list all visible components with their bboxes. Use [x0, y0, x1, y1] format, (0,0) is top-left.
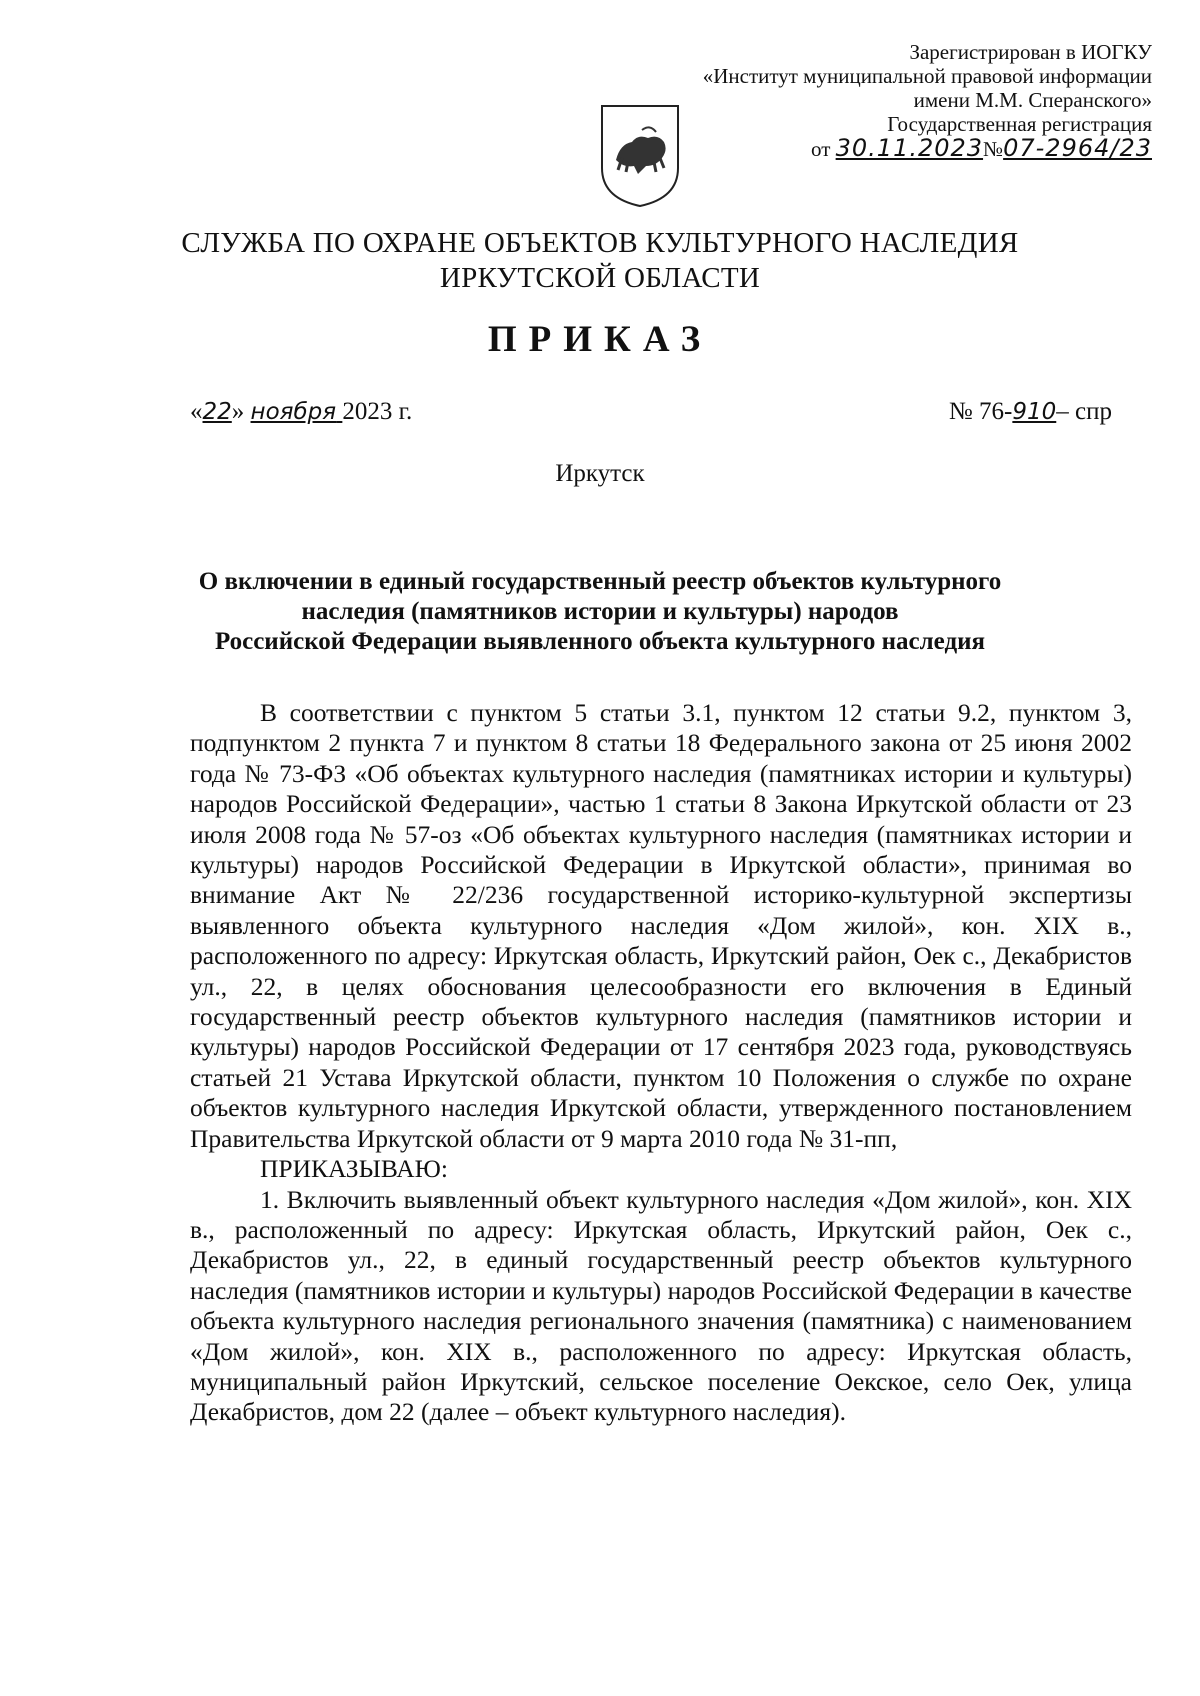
registration-date-prefix: от: [810, 137, 831, 161]
heading-line-2: наследия (памятников истории и культуры) народов: [301, 598, 899, 625]
document-type-title: ПРИКАЗ: [487, 319, 713, 360]
organization-name: [0, 226, 1200, 296]
decree-word: ПРИКАЗЫВАЮ:: [260, 1154, 448, 1184]
registration-line-3: имени М.М. Сперанского»: [913, 88, 1152, 112]
quote-close: »: [231, 398, 245, 425]
quote-open: «: [190, 398, 203, 425]
order-number-suffix: – спр: [1056, 398, 1112, 425]
organization-line-2: ИРКУТСКОЙ ОБЛАСТИ: [439, 262, 761, 294]
item-1-paragraph: 1. Включить выявленный объект культурного наследия «Дом жилой», кон. XIX в., расположенный по адресу: Иркутская область, Иркутский район, Оек с., Декабристов ул., 22, в единый государственный реестр объектов культурного наследия (памятников истории и культуры) народов Российской Федерации в качестве объекта культурного наследия регионального значения (памятника) с наименованием «Дом жилой», кон. XIX в., расположенного по адресу: Иркутская область, муниципальный район Иркутский, сельское поселение Оекское, село Оек, улица Декабристов, дом 22 (далее – объект культурного наследия).: [190, 1184, 1132, 1427]
registration-line-2: «Институт муниципальной правовой информации: [702, 64, 1152, 88]
coat-of-arms-icon: [598, 100, 682, 210]
city: Иркутск: [555, 460, 645, 487]
registration-number-prefix: №: [983, 137, 1004, 161]
order-date: [190, 398, 412, 425]
heading-line-3: Российской Федерации выявленного объекта культурного наследия: [214, 628, 986, 655]
order-month: ноября: [250, 399, 337, 425]
document-heading: [100, 567, 1100, 657]
order-date-number-row: [190, 398, 1112, 426]
heading-line-1: О включении в единый государственный реестр объектов культурного: [198, 568, 1002, 595]
document-body: [190, 698, 1132, 1428]
registration-date: 30.11.2023: [835, 134, 984, 162]
organization-line-1: СЛУЖБА ПО ОХРАНЕ ОБЪЕКТОВ КУЛЬТУРНОГО НАСЛЕДИЯ: [181, 227, 1019, 259]
registration-line-4: Государственная регистрация: [887, 112, 1152, 136]
order-number-hand: 910: [1012, 399, 1057, 425]
order-day: 22: [202, 399, 232, 425]
preamble-paragraph: В соответствии с пунктом 5 статьи 3.1, пунктом 12 статьи 9.2, пунктом 3, подпунктом 2 пункта 7 и пунктом 8 статьи 18 Федерального закона от 25 июня 2002 года № 73-ФЗ «Об объектах культурного наследия (памятниках истории и культуры) народов Российской Федерации», частью 1 статьи 8 Закона Иркутской области от 23 июля 2008 года № 57-оз «Об объектах культурного наследия (памятниках истории и культуры) народов Российской Федерации в Иркутской области», принимая во внимание Акт № 22/236 государственной историко-культурной экспертизы выявленного объекта культурного наследия «Дом жилой», кон. XIX в., расположенного по адресу: Иркутская область, Иркутский район, Оек с., Декабристов ул., 22, в целях обоснования целесообразности его включения в Единый государственный реестр объектов культурного наследия (памятников истории и культуры) народов Российской Федерации от 17 сентября 2023 года, руководствуясь статьей 21 Устава Иркутской области, пунктом 10 Положения о службе по охране объектов культурного наследия Иркутской области, утвержденного постановлением Правительства Иркутской области от 9 марта 2010 года № 31-пп,: [190, 698, 1132, 1153]
registration-number: 07-2964/23: [1003, 134, 1152, 162]
order-number: [949, 398, 1112, 426]
order-year: 2023 г.: [342, 398, 413, 425]
registration-line-1: Зарегистрирован в ИОГКУ: [909, 40, 1152, 64]
order-number-prefix: № 76-: [948, 398, 1013, 425]
